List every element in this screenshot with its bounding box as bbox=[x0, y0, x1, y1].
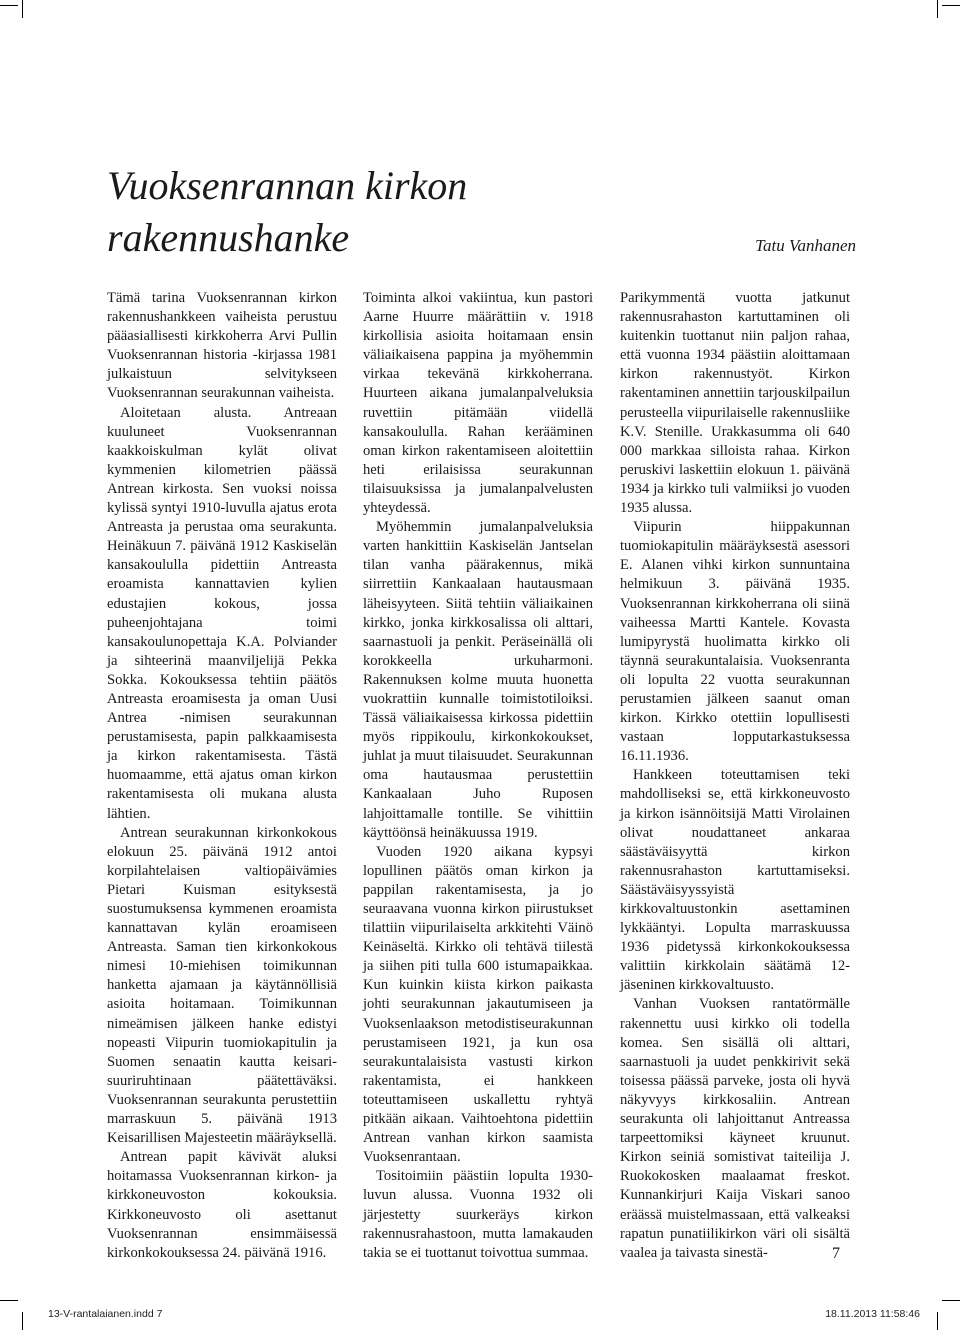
paragraph: Toiminta alkoi vakiintua, kun pastori Aarne Huurre määrättiin v. 1918 kirkollisia asioita hoitamaan ensin väliaikaisena pappina ja myöhemmin virkaa tekevänä kirkkoherrana. Huurteen aikana jumalanpalveluksia ruvettiin pitämään viidellä kansakoululla. Rahan kerääminen oman kirkon rakentamiseen aloitettiin heti erilaisissa seurakunnan tilaisuuksissa ja jumalanpalvelusten yhteydessä. bbox=[363, 290, 593, 517]
paragraph: Tämä tarina Vuoksenrannan kirkon rakennushankkeen vaiheista perustuu pääasiallisesti kirkkoherra Arvi Pullin Vuoksenrannan historia -kirjassa 1981 julkaistuun selvitykseen Vuoksenrannan seurakunnan vaiheista. bbox=[107, 290, 337, 402]
crop-mark bbox=[0, 1300, 18, 1301]
paragraph: Hankkeen toteuttamisen teki mahdolliseksi se, että kirkkoneuvosto ja kirkon isännöitsijä Matti Virolainen olivat noudattaneet ankaraa säästäväisyyttä kirkon rakennusrahaston kartuttamiseksi. Säästäväisyyssyistä kirkkovaltuustonkin asettaminen lykkääntyi. Lopulta marraskuussa 1936 pidetyssä kirkonkokouksessa valittiin kirkkolain säätämä 12-jäseninen kirkkovaltuusto. bbox=[620, 767, 850, 994]
article-title bbox=[107, 160, 667, 264]
text-column-1 bbox=[107, 289, 337, 1263]
slug-filename: 13-V-rantalaianen.indd 7 bbox=[48, 1308, 163, 1320]
title-line-2: rakennushanke bbox=[107, 215, 350, 260]
crop-mark bbox=[942, 5, 960, 6]
paragraph: Vanhan Vuoksen rantatörmälle rakennettu uusi kirkko oli todella komea. Sen sisällä oli alttari, saarnastuoli ja uudet penkkirivit sekä toisessa päässä parveke, josta oli hyvä näkyvyys kirkkosaliin. Antrean seurakunta oli lahjoittanut Antreassa tarpeettomiksi käyneet kruunut. Kirkon seiniä somistivat taiteilija J. Ruokokosken maalaamat freskot. Kunnankirjuri Kaija Viskari sanoo eräässä muistelmassaan, että valkeaksi rapatun punatiilikirkon väri oli sisältä vaalea ja taivasta sinestä- bbox=[620, 996, 850, 1261]
crop-mark bbox=[0, 5, 18, 6]
paragraph: Tositoimiin päästiin lopulta 1930-luvun alussa. Vuonna 1932 oli järjestetty suurkeräys kirkon rakennusrahastoon, mutta lamakauden takia se ei tuottanut toivottua summaa. bbox=[363, 1168, 593, 1261]
crop-mark bbox=[22, 0, 23, 18]
paragraph: Myöhemmin jumalanpalveluksia varten hankittiin Kaskiselän Jantselan tilan vanha päärakennus, mikä siirrettiin Kankaalaan hautausmaan läheisyyteen. Siitä tehtiin väliaikainen kirkko, jonka kirkkosalissa oli alttari, saarnastuoli ja penkit. Peräseinällä oli korokkeella urkuharmoni. Rakennuksen kolme muuta huonetta vuokrattiin kunnalle toimistotiloiksi. Tässä väliaikaisessa kirkossa pidettiin myös rippikoulu, kirkonkokoukset, juhlat ja muut tilaisuudet. Seurakunnan oma hautausmaa perustettiin Kankaalaan Juho Ruposen lahjoittamalle tontille. Se vihittiin käyttöönsä heinäkuussa 1919. bbox=[363, 519, 593, 841]
crop-mark bbox=[22, 1312, 23, 1330]
slug-timestamp: 18.11.2013 11:58:46 bbox=[825, 1308, 920, 1320]
text-column-3 bbox=[620, 289, 850, 1263]
paragraph: Parikymmentä vuotta jatkunut rakennusrahaston kartuttaminen oli kuitenkin tuottanut niin paljon rahaa, että vuonna 1934 päästiin aloittamaan kirkon rakennustyöt. Kirkon rakentaminen annettiin tarjouskilpailun perusteella viipurilaiselle rakennusliike K.V. Stenille. Urakkasumma oli 640 000 markkaa silloista rahaa. Kirkon peruskivi laskettiin elokuun 1. päivänä 1934 ja kirkko tuli valmiiksi jo vuoden 1935 alussa. bbox=[620, 290, 850, 517]
paragraph: Antrean seurakunnan kirkonkokous elokuun 25. päivänä 1912 antoi korpilahtelaisen valtiopäivämies Pietari Kuisman esityksestä suostumuksensa kymmenen eroamista kannattavan kylän eroamiseen Antreasta. Saman tien kirkonkokous nimesi 10-miehisen toimikunnan hanketta ajamaan ja käytännöllisiä asioita hoitamaan. Toimikunnan nimeämisen jälkeen hanke edistyi nopeasti Viipurin tuomiokapitulin ja Suomen senaatin kautta keisari-suuriruhtinaan päätettäväksi. Vuoksenrannan seurakunta perustettiin marraskuun 5. päivänä 1913 Keisarillisen Majesteetin määräyksellä. bbox=[107, 824, 337, 1147]
title-line-1: Vuoksenrannan kirkon bbox=[107, 163, 468, 208]
paragraph: Antrean papit kävivät aluksi hoitamassa Vuoksenrannan kirkon- ja kirkkoneuvoston kokouksia. Kirkkoneuvosto oli asettanut Vuoksenrannan ensimmäisessä kirkonkokouksessa 24. päivänä 1916. bbox=[107, 1149, 337, 1261]
paragraph: Viipurin hiippakunnan tuomiokapitulin määräyksestä asessori E. Alanen vihki kirkon sunnuntaina helmikuun 3. päivänä 1935. Vuoksenrannan kirkkoherrana oli siinä vaiheessa Martti Kantele. Kovasta lumipyrystä huolimatta kirkko oli täynnä seurakuntalaisia. Vuoksenranta oli lopulta 22 vuotta seurakunnan perustamien jälkeen saanut oman kirkon. Kirkko otettiin lopullisesti vastaan lopputarkastuksessa 16.11.1936. bbox=[620, 519, 850, 765]
text-column-2 bbox=[363, 289, 593, 1263]
paragraph: Aloitetaan alusta. Antreaan kuuluneet Vuoksenrannan kaakkoiskulman kylät olivat kymmenien kilometrien päässä Antrean kirkosta. Sen vuoksi noissa kylissä syntyi 1910-luvulla ajatus erota Antreasta ja perustaa oma seurakunta. Heinäkuun 7. päivänä 1912 Kaskiselän kansakoululla pidettiin Antreasta eroamista kannattavien kylien edustajien kokous, jossa puheenjohtajana toimi kansakoulunopettaja K.A. Polviander ja sihteerinä maanviljelijä Pekka Sokka. Kokouksessa tehtiin päätös Antreasta eroamisesta ja oman Uusi Antrea -nimisen seurakunnan perustamisesta, papin palkkaamisesta ja kirkon rakentamisesta. Tästä huomaamme, että ajatus oman kirkon rakentamisesta oli mukana alusta lähtien. bbox=[107, 404, 337, 822]
crop-mark bbox=[937, 1312, 938, 1330]
paragraph: Vuoden 1920 aikana kypsyi lopullinen päätös oman kirkon ja pappilan rakentamisesta, ja jo seuraavana vuonna kirkon piirustukset tilattiin viipurilaiselta arkkitehti Väinö Keinäseltä. Kirkko oli tehtävä tiilestä ja siihen piti tulla 600 istumapaikkaa. Kun kuinkin kiista kirkon paikasta johti seurakunnan jakautumiseen ja Vuoksenlaakson metodistiseurakunnan perustamiseen 1921, ja kun osa seurakuntalaisista vastusti kirkon rakentamista, ei hankkeen toteuttamiseen uskallettu ryhtyä pitkään aikaan. Vaihtoehtona pidettiin Antrean vanhan kirkon saamista Vuoksenrantaan. bbox=[363, 843, 593, 1166]
page-number: 7 bbox=[832, 1245, 840, 1262]
crop-mark bbox=[942, 1300, 960, 1301]
crop-mark bbox=[937, 0, 938, 18]
author-byline: Tatu Vanhanen bbox=[755, 236, 856, 255]
